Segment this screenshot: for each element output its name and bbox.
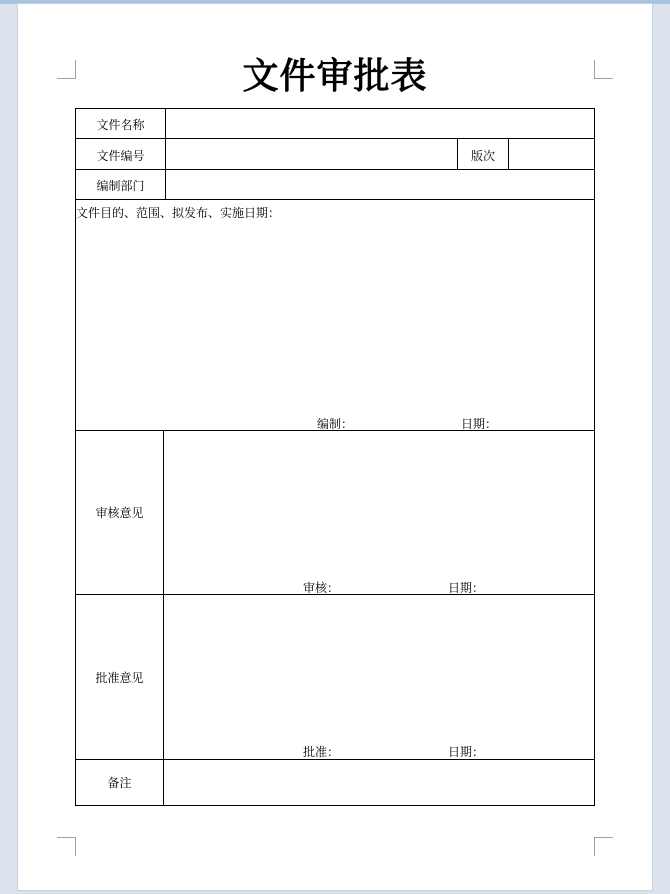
reviewer-label: 审核：: [303, 581, 340, 595]
doc-name-label: 文件名称: [96, 118, 145, 132]
review-opinion-field[interactable]: [164, 431, 594, 571]
approver-label: 批准：: [303, 745, 340, 759]
row-divider: [76, 199, 594, 200]
review-opinion-label: 审核意见: [95, 506, 144, 520]
purpose-label: 文件目的、范围、拟发布、实施日期：: [76, 206, 281, 220]
department-label: 编制部门: [96, 179, 145, 193]
remarks-field[interactable]: [164, 760, 594, 805]
doc-number-field[interactable]: [166, 139, 457, 169]
approval-form-table: [75, 108, 595, 806]
prepared-date-label: 日期：: [461, 417, 498, 431]
approval-opinion-label: 批准意见: [95, 671, 144, 685]
prepared-by-label: 编制：: [317, 417, 354, 431]
version-field[interactable]: [509, 139, 594, 169]
doc-name-field[interactable]: [166, 109, 594, 138]
version-label: 版次: [470, 149, 495, 163]
purpose-field[interactable]: [76, 221, 594, 406]
department-field[interactable]: [166, 170, 594, 199]
crop-mark-bottom-right: [594, 837, 613, 856]
document-page: [18, 4, 652, 890]
page-title: 文件审批表: [242, 55, 428, 97]
approval-date-label: 日期：: [448, 745, 485, 759]
doc-number-label: 文件编号: [96, 149, 145, 163]
remarks-label: 备注: [107, 776, 132, 790]
approval-opinion-field[interactable]: [164, 595, 594, 735]
crop-mark-bottom-left: [57, 837, 76, 856]
review-date-label: 日期：: [448, 581, 485, 595]
